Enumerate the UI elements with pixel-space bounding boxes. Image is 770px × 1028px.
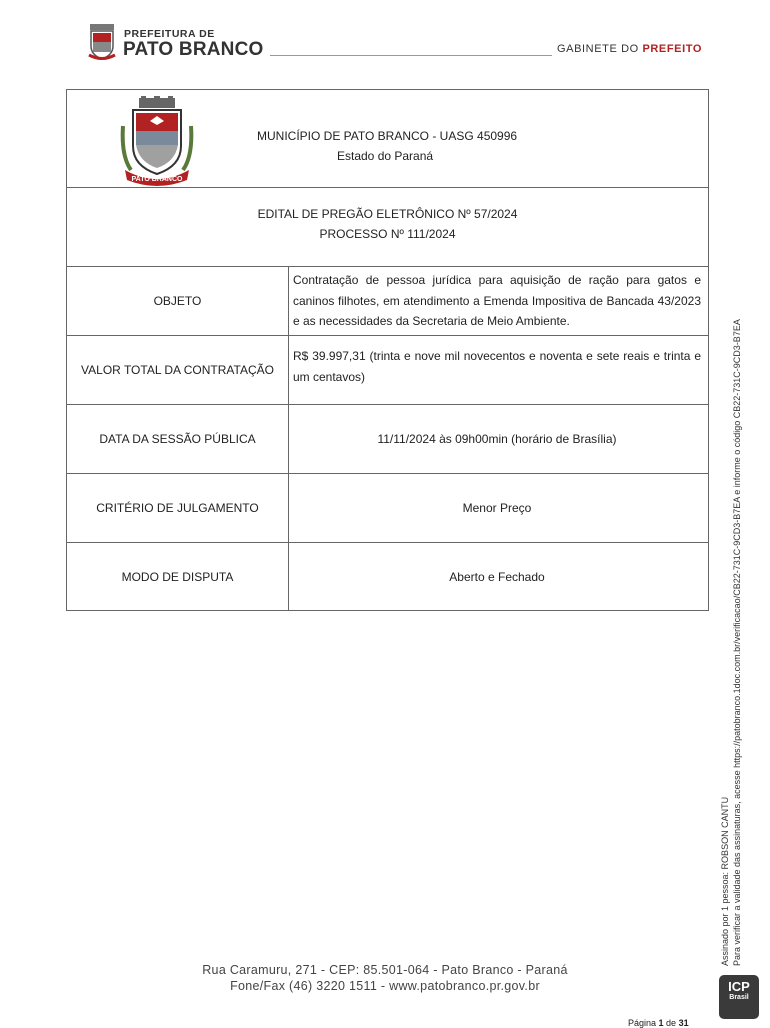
edital-title: EDITAL DE PREGÃO ELETRÔNICO Nº 57/2024 [257,207,518,221]
icp-top: ICP [728,979,750,994]
icp-bottom: Brasil [729,994,749,1001]
objeto-value: Contratação de pessoa jurídica para aquisição de ração para gatos e caninos filhotes, em atendimento a Emenda Impositiva de Bancada 43/2023 e as necessidades da Secretaria de Meio Ambiente. [293,273,701,328]
gabinete-prefix: GABINETE DO [557,43,643,55]
page-current: 1 [658,1018,664,1028]
header-logo [86,22,264,64]
valor-row [67,336,708,405]
footer-address-block [170,962,600,994]
objeto-label: OBJETO [67,267,289,335]
modo-disputa-row [67,543,708,610]
prefeitura-label: PREFEITURA DE [124,28,215,40]
gabinete-label [557,43,702,55]
page-prefix: Página [628,1018,659,1028]
criterio-row [67,474,708,543]
valor-value: R$ 39.997,31 (trinta e nove mil novecentos e noventa e sete reais e trinta e um centavos) [293,349,701,384]
modo-disputa-value: Aberto e Fechado [449,569,545,584]
modo-disputa-label: MODO DE DISPUTA [67,543,289,610]
data-sessao-row [67,405,708,474]
processo-number: PROCESSO Nº 111/2024 [319,227,456,241]
header-divider [270,55,552,56]
criterio-value: Menor Preço [462,501,532,515]
city-name: PATO BRANCO [123,39,264,60]
municipio-row [67,90,708,188]
edital-table [66,89,709,611]
criterio-label: CRITÉRIO DE JULGAMENTO [67,474,289,542]
edital-row [67,188,708,267]
data-sessao-label: DATA DA SESSÃO PÚBLICA [67,405,289,473]
estado-subtitle: Estado do Paraná [337,149,434,163]
icp-brasil-logo [719,975,759,1019]
signature-verify-link[interactable]: Para verificar a validade das assinaturas, acesse https://patobranco.1doc.com.br/verificacao/CB22-731C-9CD3-B7EA e informe o código CB22-731C-9CD3-B7EA [732,319,742,966]
signature-signer: Assinado por 1 pessoa: ROBSON CANTU [720,796,730,966]
city-crest-icon [86,22,118,62]
svg-text:PATO BRANCO: PATO BRANCO [131,176,183,183]
footer-address: Rua Caramuru, 271 - CEP: 85.501-064 - Pato Branco - Paraná [202,963,568,977]
data-sessao-value: 11/11/2024 às 09h00min (horário de Brasília) [377,432,617,446]
footer-contact: Fone/Fax (46) 3220 1511 - www.patobranco.pr.gov.br [230,979,540,993]
objeto-row [67,267,708,336]
gabinete-bold: PREFEITO [642,43,703,55]
page-of: de [663,1018,679,1028]
page-total: 31 [678,1018,689,1028]
valor-label: VALOR TOTAL DA CONTRATAÇÃO [67,336,289,404]
municipal-coat-of-arms-icon [117,96,197,188]
page-number [628,1018,689,1028]
municipio-title: MUNICÍPIO DE PATO BRANCO - UASG 450996 [257,129,518,143]
signature-verification [719,306,743,966]
